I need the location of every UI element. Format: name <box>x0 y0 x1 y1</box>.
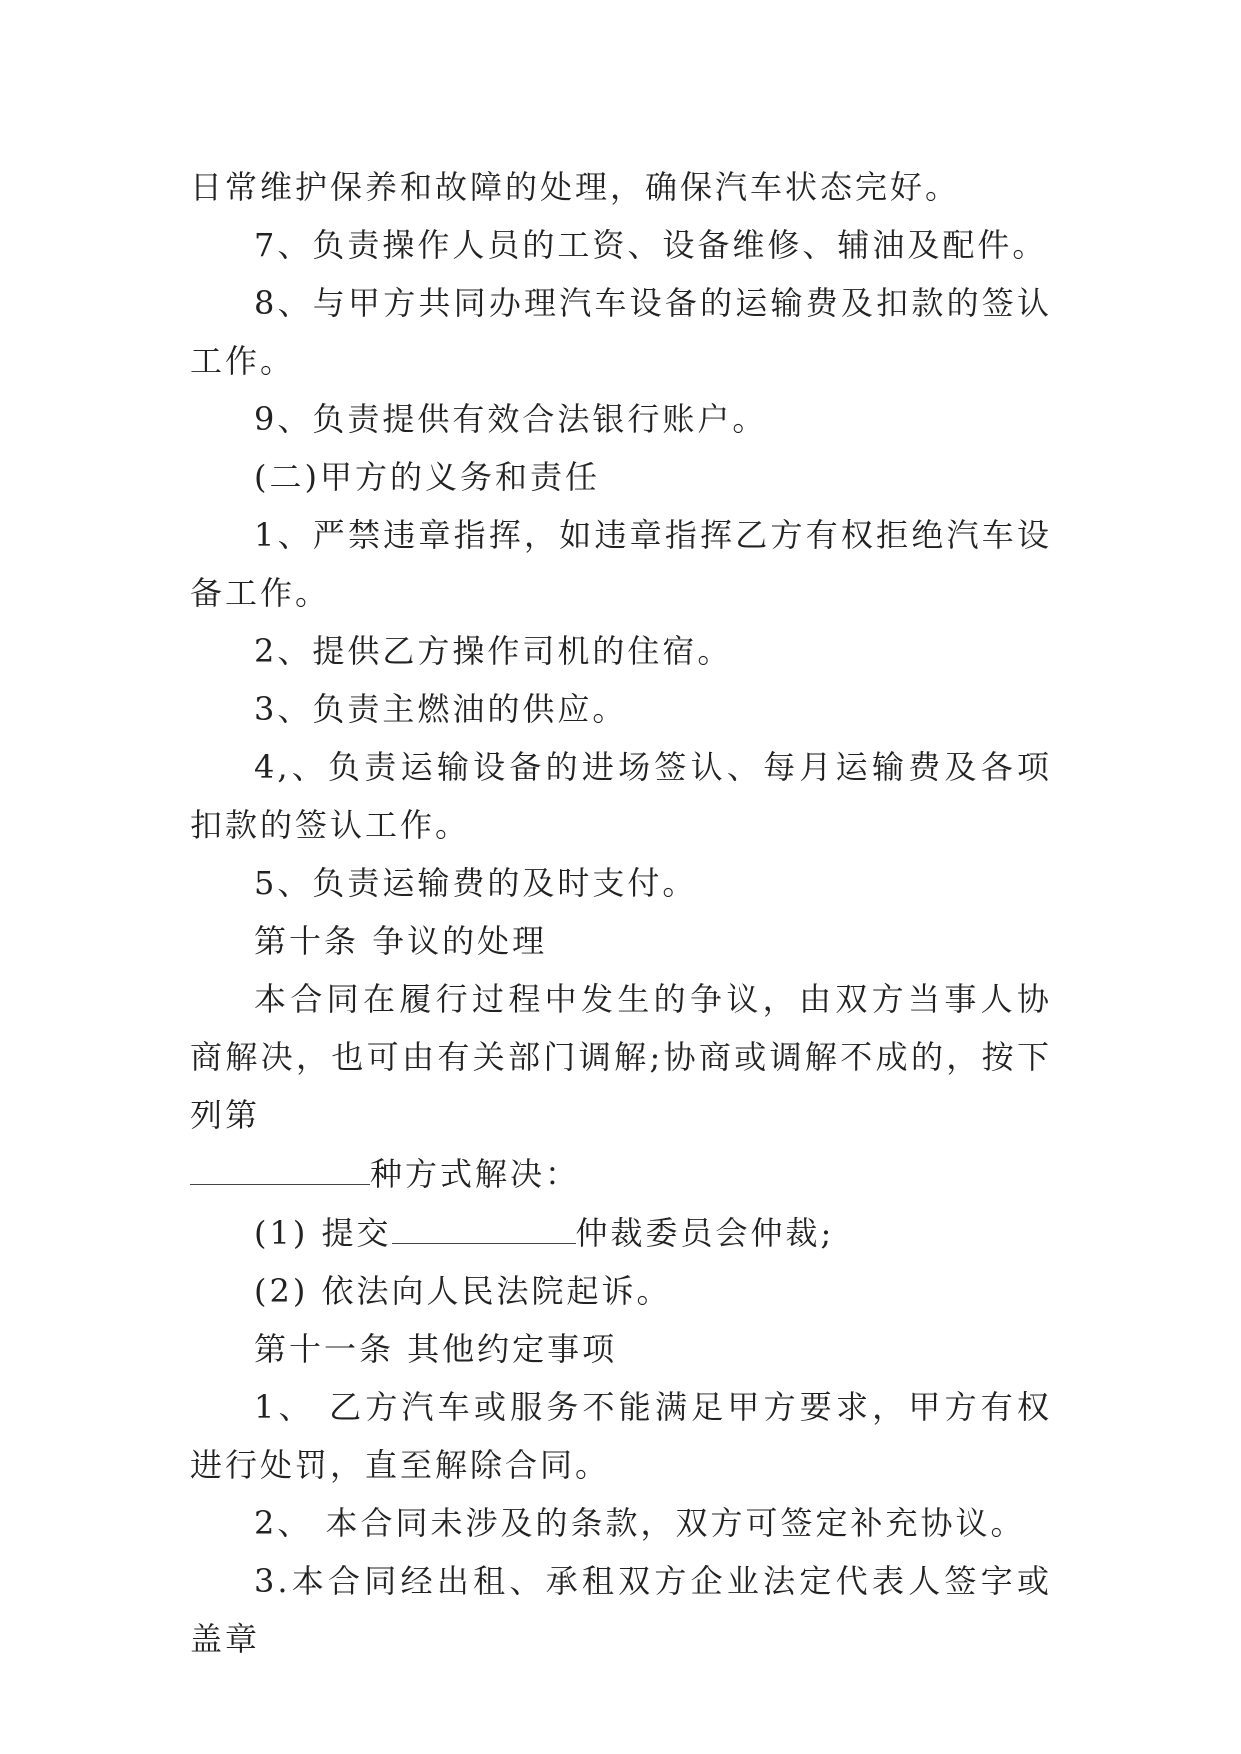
paragraph: 9、负责提供有效合法银行账户。 <box>254 400 768 438</box>
article-heading: 第十一条 其他约定事项 <box>254 1330 618 1368</box>
paragraph: 1、严禁违章指挥，如违章指挥乙方有权拒绝汽车设备工作。 <box>190 516 1052 612</box>
article-heading: 第十条 争议的处理 <box>254 922 548 960</box>
paragraph <box>190 1203 1052 1262</box>
paragraph: 4,、负责运输设备的进场签认、每月运输费及各项扣款的签认工作。 <box>190 748 1052 844</box>
paragraph: 8、与甲方共同办理汽车设备的运输费及扣款的签认工作。 <box>190 284 1052 380</box>
paragraph: 2、提供乙方操作司机的住宿。 <box>254 632 733 670</box>
paragraph: 7、负责操作人员的工资、设备维修、辅油及配件。 <box>254 226 1048 264</box>
paragraph: 2、 本合同未涉及的条款，双方可签定补充协议。 <box>254 1504 1026 1542</box>
paragraph-text: 种方式解决： <box>370 1155 581 1193</box>
section-heading: (二)甲方的义务和责任 <box>254 458 600 496</box>
paragraph-text: (1) 提交 <box>254 1214 392 1252</box>
paragraph: 本合同在履行过程中发生的争议，由双方当事人协商解决，也可由有关部门调解;协商或调解不成的，按下列第 <box>190 980 1052 1134</box>
paragraph: 1、 乙方汽车或服务不能满足甲方要求，甲方有权进行处罚，直至解除合同。 <box>190 1388 1052 1484</box>
fill-blank-line <box>190 1144 370 1185</box>
fill-blank-line <box>392 1203 576 1244</box>
paragraph-text: 仲裁委员会仲裁; <box>575 1214 835 1252</box>
paragraph: 3、负责主燃油的供应。 <box>254 690 628 728</box>
paragraph: 3.本合同经出租、承租双方企业法定代表人签字或盖章 <box>190 1562 1052 1658</box>
paragraph: 日常维护保养和故障的处理，确保汽车状态完好。 <box>190 168 961 206</box>
paragraph: (2) 依法向人民法院起诉。 <box>254 1272 672 1310</box>
paragraph: 5、负责运输费的及时支付。 <box>254 864 698 902</box>
paragraph <box>190 1144 1052 1203</box>
document-body <box>190 158 1052 1668</box>
